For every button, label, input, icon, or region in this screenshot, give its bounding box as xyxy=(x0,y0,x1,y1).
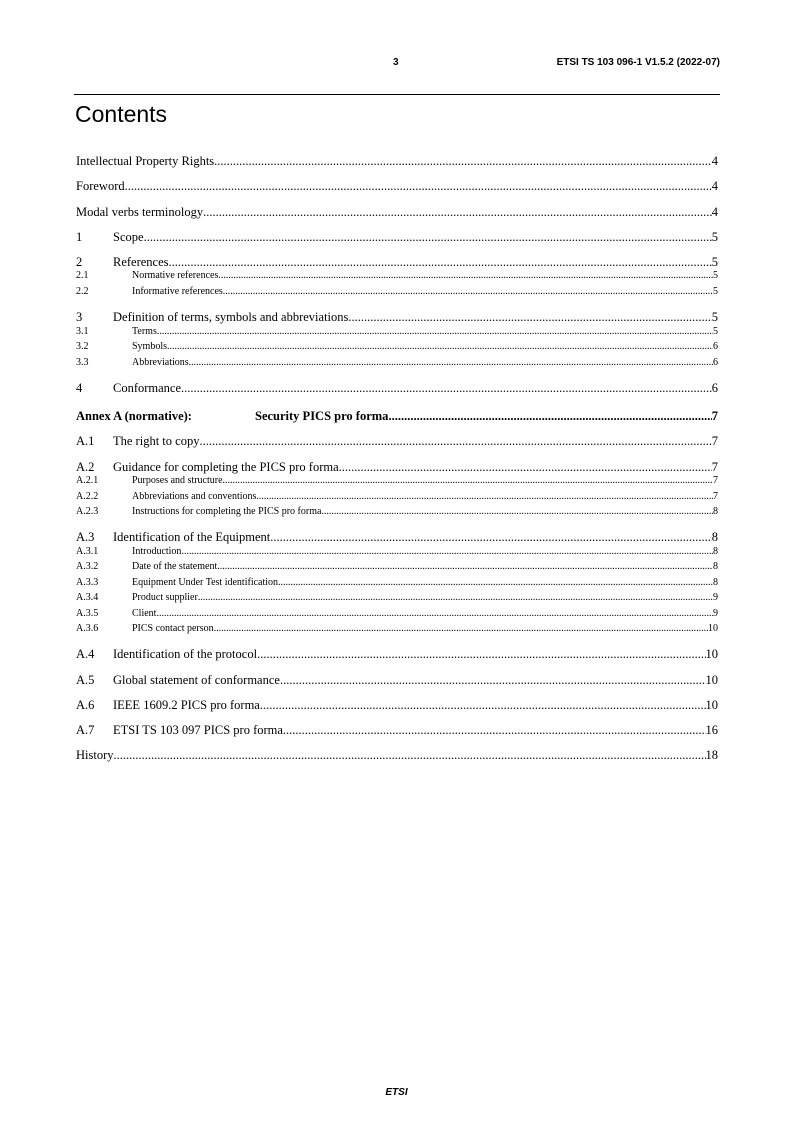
toc-entry[interactable] xyxy=(76,723,718,738)
toc-entry-leader xyxy=(283,723,706,738)
toc-entry-number: 3.2 xyxy=(76,341,89,352)
toc-entry-leader xyxy=(218,270,713,281)
toc-entry-label: Abbreviations and conventions xyxy=(132,491,257,502)
toc-entry-page: 18 xyxy=(705,748,718,762)
toc-entry-leader xyxy=(167,341,713,352)
toc-entry-leader xyxy=(181,546,713,557)
toc-entry[interactable] xyxy=(76,381,718,396)
toc-entry-number: 3.1 xyxy=(76,326,89,337)
toc-entry-label: IEEE 1609.2 PICS pro forma xyxy=(113,698,260,712)
toc-entry-number: 1 xyxy=(76,230,83,244)
toc-entry-label: Instructions for completing the PICS pro forma xyxy=(132,506,322,517)
toc-entry-number: A.3.5 xyxy=(76,608,99,619)
toc-entry[interactable] xyxy=(76,748,718,763)
toc-entry-leader xyxy=(156,608,713,619)
toc-entry-label: References xyxy=(113,255,169,269)
toc-entry[interactable] xyxy=(76,491,718,502)
toc-entry[interactable] xyxy=(76,506,718,517)
toc-entry-page: 6 xyxy=(713,341,718,352)
toc-entry[interactable] xyxy=(76,460,718,475)
toc-entry-page: 8 xyxy=(713,546,718,557)
toc-entry-leader xyxy=(214,154,712,169)
toc-entry[interactable] xyxy=(76,546,718,557)
toc-entry-label: Equipment Under Test identification xyxy=(132,577,279,588)
document-id: ETSI TS 103 096-1 V1.5.2 (2022-07) xyxy=(556,57,720,68)
toc-entry-number: A.2.2 xyxy=(76,491,99,502)
toc-entry[interactable] xyxy=(76,205,718,220)
toc-entry[interactable] xyxy=(76,341,718,352)
toc-entry-number: Annex A (normative): xyxy=(76,409,192,423)
toc-entry-number: 3.3 xyxy=(76,357,89,368)
toc-entry-page: 6 xyxy=(713,357,718,368)
toc-entry-label: Identification of the protocol xyxy=(113,647,258,661)
page-number: 3 xyxy=(393,57,399,68)
toc-entry-leader xyxy=(189,357,713,368)
toc-entry-label: Introduction xyxy=(132,546,182,557)
toc-entry-label: Definition of terms, symbols and abbreviations xyxy=(113,310,349,324)
toc-entry-leader xyxy=(223,475,713,486)
toc-entry-label: Informative references xyxy=(132,286,223,297)
toc-entry-leader xyxy=(256,491,713,502)
toc-entry-label: Client xyxy=(132,608,157,619)
toc-entry[interactable] xyxy=(76,530,718,545)
page-header xyxy=(76,57,720,71)
toc-entry-leader xyxy=(270,530,712,545)
toc-entry-page: 16 xyxy=(705,723,718,737)
toc-entry[interactable] xyxy=(76,698,718,713)
toc-entry-number: A.3.3 xyxy=(76,577,99,588)
toc-entry-number: A.7 xyxy=(76,723,95,737)
toc-entry[interactable] xyxy=(76,409,718,424)
toc-entry-page: 10 xyxy=(705,673,718,687)
toc-entry-page: 8 xyxy=(713,506,718,517)
toc-entry-page: 4 xyxy=(711,179,718,193)
toc-entry-page: 7 xyxy=(713,491,718,502)
toc-entry-label: Terms xyxy=(132,326,157,337)
toc-entry-label: Identification of the Equipment xyxy=(113,530,271,544)
toc-entry[interactable] xyxy=(76,286,718,297)
toc-entry-number: 2.2 xyxy=(76,286,89,297)
toc-entry-leader xyxy=(257,647,705,662)
toc-entry[interactable] xyxy=(76,270,718,281)
toc-entry-leader xyxy=(217,561,713,572)
toc-entry-label: Date of the statement xyxy=(132,561,218,572)
toc-entry[interactable] xyxy=(76,357,718,368)
toc-entry-label: Normative references xyxy=(132,270,219,281)
toc-entry-label: Security PICS pro forma xyxy=(255,409,389,423)
page-title: Contents xyxy=(75,101,168,127)
toc-entry[interactable] xyxy=(76,310,718,325)
toc-entry-number: A.3.4 xyxy=(76,592,99,603)
toc-entry[interactable] xyxy=(76,326,718,337)
toc-entry-page: 7 xyxy=(711,409,718,423)
toc-entry-label: Conformance xyxy=(113,381,182,395)
toc-entry[interactable] xyxy=(76,230,718,245)
toc-entry-page: 5 xyxy=(711,255,718,269)
toc-entry-leader xyxy=(214,623,708,634)
toc-entry[interactable] xyxy=(76,434,718,449)
toc-entry-number: 2 xyxy=(76,255,83,269)
toc-entry-number: A.6 xyxy=(76,698,95,712)
toc-entry[interactable] xyxy=(76,673,718,688)
toc-entry-number: A.3.2 xyxy=(76,561,99,572)
toc-entry-page: 5 xyxy=(713,286,718,297)
toc-entry-number: A.1 xyxy=(76,434,95,448)
toc-entry-page: 8 xyxy=(713,561,718,572)
toc-entry-number: 4 xyxy=(76,381,83,395)
toc-entry-number: A.2.3 xyxy=(76,506,99,517)
toc-entry-leader xyxy=(223,286,713,297)
footer-etsi: ETSI xyxy=(385,1087,408,1098)
toc-entry[interactable] xyxy=(76,623,718,634)
toc-entry[interactable] xyxy=(76,179,718,194)
toc-entry-number: 3 xyxy=(76,310,83,324)
toc-entry-leader xyxy=(199,434,711,449)
toc-entry[interactable] xyxy=(76,154,718,169)
toc-entry-page: 8 xyxy=(711,530,718,544)
toc-entry-leader xyxy=(339,460,712,475)
toc-entry[interactable] xyxy=(76,577,718,588)
toc-entry-number: A.4 xyxy=(76,647,95,661)
toc-entry-leader xyxy=(114,748,706,763)
toc-entry[interactable] xyxy=(76,647,718,662)
toc-entry-number: A.3.6 xyxy=(76,623,99,634)
toc-entry-page: 7 xyxy=(711,460,718,474)
toc-entry-label: Modal verbs terminology xyxy=(76,205,204,219)
toc-entry-page: 9 xyxy=(713,608,718,619)
toc-entry[interactable] xyxy=(76,592,718,603)
toc-entry-leader xyxy=(198,592,713,603)
toc-entry-leader xyxy=(169,255,712,270)
toc-entry[interactable] xyxy=(76,475,718,486)
toc-entry-number: A.5 xyxy=(76,673,95,687)
toc-entry-number: A.3.1 xyxy=(76,546,99,557)
toc-entry-leader xyxy=(348,310,711,325)
toc-entry-page: 10 xyxy=(705,698,718,712)
toc-entry-leader xyxy=(388,409,711,424)
toc-entry[interactable] xyxy=(76,255,718,270)
toc-entry-leader xyxy=(278,577,713,588)
toc-entry[interactable] xyxy=(76,561,718,572)
toc-entry-page: 5 xyxy=(711,230,718,244)
toc-entry-leader xyxy=(280,673,706,688)
toc-entry[interactable] xyxy=(76,608,718,619)
toc-entry-page: 6 xyxy=(711,381,718,395)
toc-entry-leader xyxy=(260,698,706,713)
toc-entry-label: Intellectual Property Rights xyxy=(76,154,215,168)
toc-entry-page: 4 xyxy=(711,205,718,219)
toc-entry-page: 4 xyxy=(711,154,718,168)
toc-entry-number: 2.1 xyxy=(76,270,89,281)
toc-entry-page: 10 xyxy=(708,623,718,634)
toc-entry-page: 7 xyxy=(713,475,718,486)
toc-entry-label: Symbols xyxy=(132,341,168,352)
toc-entry-page: 8 xyxy=(713,577,718,588)
toc-entry-number: A.2 xyxy=(76,460,95,474)
toc-entry-label: History xyxy=(76,748,114,762)
toc-entry-label: Abbreviations xyxy=(132,357,189,368)
toc-entry-leader xyxy=(125,179,712,194)
toc-entry-page: 5 xyxy=(713,326,718,337)
toc-entry-leader xyxy=(157,326,713,337)
toc-entry-number: A.3 xyxy=(76,530,95,544)
toc-entry-label: Foreword xyxy=(76,179,125,193)
toc-entry-label: Scope xyxy=(113,230,144,244)
toc-entry-number: A.2.1 xyxy=(76,475,99,486)
toc-entry-page: 7 xyxy=(711,434,718,448)
toc-entry-page: 5 xyxy=(711,310,718,324)
toc-entry-page: 9 xyxy=(713,592,718,603)
toc-entry-label: Guidance for completing the PICS pro forma xyxy=(113,460,339,474)
header-rule xyxy=(74,94,720,95)
toc-entry-leader xyxy=(144,230,712,245)
toc-entry-leader xyxy=(321,506,713,517)
toc-entry-leader xyxy=(181,381,712,396)
toc-entry-label: ETSI TS 103 097 PICS pro forma xyxy=(113,723,283,737)
toc-entry-page: 5 xyxy=(713,270,718,281)
toc-entry-label: The right to copy xyxy=(113,434,200,448)
toc-entry-leader xyxy=(203,205,712,220)
toc-entry-label: Purposes and structure xyxy=(132,475,223,486)
toc-entry-label: PICS contact person xyxy=(132,623,214,634)
toc-entry-label: Product supplier xyxy=(132,592,198,603)
toc-entry-page: 10 xyxy=(705,647,718,661)
toc-entry-label: Global statement of conformance xyxy=(113,673,280,687)
